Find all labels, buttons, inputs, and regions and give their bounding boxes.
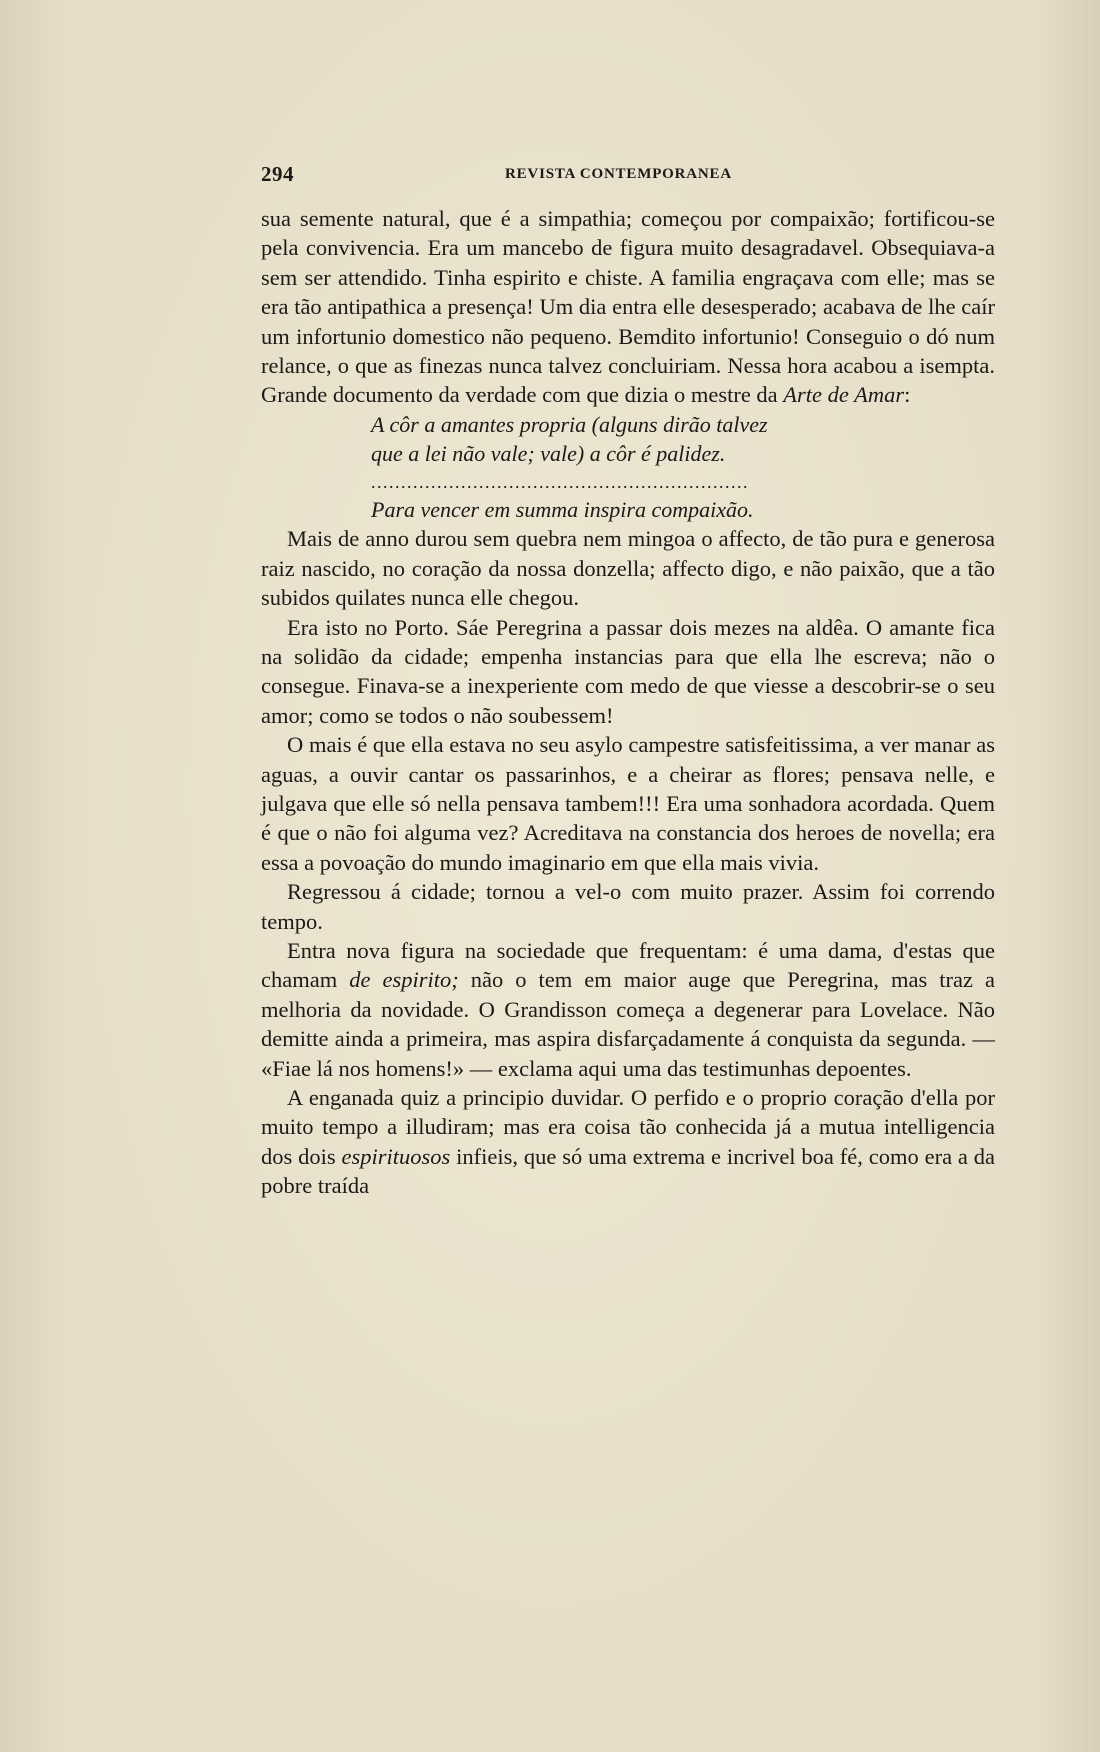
- book-title-italic: Arte de Amar: [783, 382, 905, 408]
- body-text: [261, 204, 995, 1201]
- page-header: [261, 162, 995, 186]
- paragraph-5: Regressou á cidade; tornou a vel-o com muito prazer. Assim foi correndo tempo.: [261, 879, 995, 934]
- verse-line-2: que a lei não vale; vale) a côr é palidez.: [371, 441, 726, 467]
- running-title: REVISTA CONTEMPORANEA: [505, 166, 732, 182]
- paragraph-6-text-b: não o tem em maior auge que Peregrina, mas traz a melhoria da novidade. O Grandisson começa a degenerar para Lovelace. Não demitte ainda a primeira, mas aspira disfarçadamente á conquista da segunda. — «Fiae lá nos homens!» — exclama aqui uma das testimunhas depoentes.: [261, 967, 996, 1081]
- paragraph-3: Era isto no Porto. Sáe Peregrina a passar dois mezes na aldêa. O amante fica na solidão da cidade; empenha instancias para que ella lhe escreva; não o consegue. Finava-se a inexperiente com medo de que viesse a descobrir-se o seu amor; como se todos o não soubessem!: [261, 614, 995, 728]
- verse-line-1: A côr a amantes propria (alguns dirão talvez: [371, 411, 768, 437]
- verse-ellipsis: ...............................................................: [371, 471, 749, 492]
- paragraph-4: O mais é que ella estava no seu asylo campestre satisfeitissima, a ver manar as aguas, a ouvir cantar os passarinhos, e a cheirar as flores; pensava nelle, e julgava que elle só nella pensava tambem!!! Era uma sonhadora acordada. Quem é que o não foi alguma vez? Acreditava na constancia dos heroes de novella; era essa a povoação do mundo imaginario em que ella mais vivia.: [261, 732, 995, 875]
- paragraph-6-text-a: Entra nova figura na sociedade que frequentam: é uma dama, d'estas que chamam: [261, 938, 995, 993]
- paragraph-7: [261, 1083, 995, 1201]
- verse-line-3: Para vencer em summa inspira compaixão.: [371, 496, 754, 522]
- paragraph-2: Mais de anno durou sem quebra nem mingoa o affecto, de tão pura e generosa raiz nascido, no coração da nossa donzella; affecto digo, e não paixão, que a tão subidos quilates nunca elle chegou.: [261, 526, 995, 611]
- paragraph-1-end: :: [904, 382, 911, 408]
- paragraph-7-text-a: A enganada quiz a principio duvidar. O perfido e o proprio coração d'ella por muito tempo a illudiram; mas era coisa tão conhecida já a mutua intelligencia dos dois: [261, 1085, 995, 1169]
- paragraph-6: [261, 936, 995, 1083]
- paragraph-6-italic: de espirito;: [349, 967, 459, 993]
- paragraph-7-text-b: infieis, que só uma extrema e incrivel boa fé, como era a da pobre traída: [261, 1143, 996, 1199]
- paragraph-1-text: sua semente natural, que é a simpathia; começou por compaixão; fortificou-se pela convivencia. Era um mancebo de figura muito desagradavel. Obsequiava-a sem ser attendido. Tinha espirito e chiste. A familia engraçava com elle; mas se era tão antipathica a presença! Um dia entra elle desesperado; acabava de lhe caír um infortunio domestico não pequeno. Bemdito infortunio! Conseguio o dó num relance, o que as finezas nunca talvez concluiriam. Nessa hora acabou a isempta. Grande documento da verdade com que dizia o mestre da: [261, 206, 995, 408]
- paragraph-1: [261, 204, 995, 410]
- page-number: 294: [261, 162, 294, 186]
- paragraph-7-italic: espirituosos: [341, 1143, 451, 1169]
